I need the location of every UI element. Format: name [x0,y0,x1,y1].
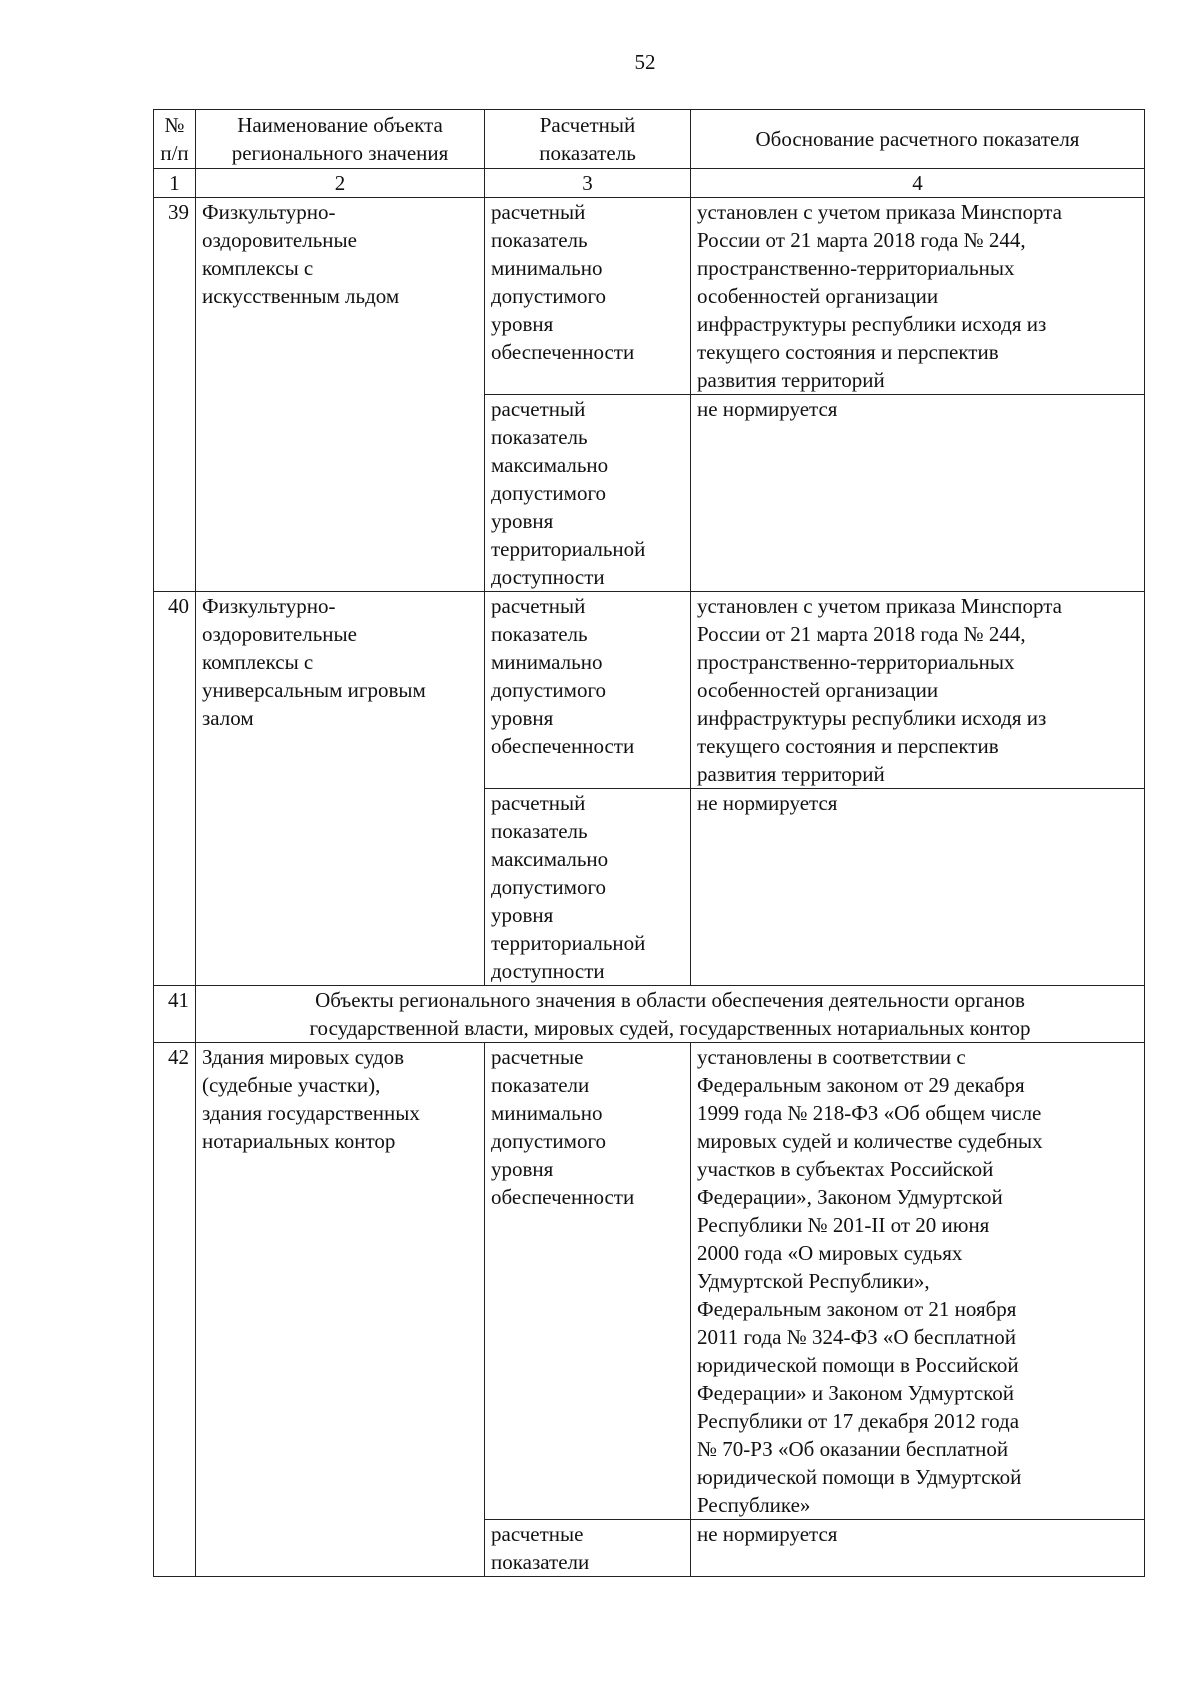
indicator-cell [485,789,691,986]
cell-text-line: допустимого [491,481,607,505]
cell-text-line: Федерации», Законом Удмуртской [697,1185,1003,1209]
cell-text-line: допустимого [491,284,607,308]
cell-text-line: Физкультурно- [202,200,336,224]
cell-text-line: инфраструктуры республики исходя из [697,706,1047,730]
cell-text-line: территориальной [491,537,646,561]
table-row [154,592,1145,789]
cell-text-line: юридической помощи в Российской [697,1353,1019,1377]
cell-text-line: универсальным игровым [202,678,426,702]
cell-text-line: 2011 года № 324-ФЗ «О бесплатной [697,1325,1016,1349]
cell-text-line: 2000 года «О мировых судьях [697,1241,963,1265]
cell-text-line: обеспеченности [491,340,635,364]
cell-text-line: показатели [491,1550,590,1574]
section-row [154,986,1145,1043]
object-name-cell [196,198,485,592]
cell-text-line: уровня [491,312,554,336]
cell-text-line: Физкультурно- [202,594,336,618]
cell-text-line: доступности [491,565,605,589]
justification-cell [691,395,1145,592]
header-indicator: Расчетный показатель [485,110,691,169]
cell-text-line: территориальной [491,931,646,955]
column-number: 4 [691,169,1145,198]
cell-text-line: комплексы с [202,256,314,280]
cell-text-line: не нормируется [697,1522,838,1546]
cell-text-line: минимально [491,650,603,674]
cell-text-line: комплексы с [202,650,314,674]
cell-text-line: расчетные [491,1045,584,1069]
header-object-name: Наименование объекта регионального значения [196,110,485,169]
cell-text-line: Здания мировых судов [202,1045,405,1069]
cell-text-line: особенностей организации [697,284,939,308]
cell-text-line: не нормируется [697,791,838,815]
row-number: 42 [154,1043,196,1577]
cell-text-line: пространственно-территориальных [697,650,1015,674]
table-header-row [154,110,1145,169]
indicator-cell [485,198,691,395]
header-justification: Обоснование расчетного показателя [691,110,1145,169]
cell-text-line: обеспеченности [491,734,635,758]
cell-text-line: уровня [491,1157,554,1181]
cell-text-line: искусственным льдом [202,284,400,308]
cell-text-line: расчетный [491,397,586,421]
cell-text-line: установлены в соответствии с [697,1045,966,1069]
cell-text-line: текущего состояния и перспектив [697,340,999,364]
cell-text-line: минимально [491,256,603,280]
cell-text-line: Республики № 201-II от 20 июня [697,1213,990,1237]
indicator-cell [485,1520,691,1577]
cell-text-line: максимально [491,847,609,871]
row-number: 39 [154,198,196,592]
indicator-cell [485,1043,691,1520]
cell-text-line: Федеральным законом от 29 декабря [697,1073,1025,1097]
cell-text-line: показатель [491,819,588,843]
cell-text-line: расчетный [491,200,586,224]
column-number: 1 [154,169,196,198]
cell-text-line: России от 21 марта 2018 года № 244, [697,228,1026,252]
cell-text-line: инфраструктуры республики исходя из [697,312,1047,336]
cell-text-line: оздоровительные [202,228,357,252]
justification-cell [691,198,1145,395]
cell-text-line: залом [202,706,254,730]
cell-text-line: максимально [491,453,609,477]
cell-text-line: 1999 года № 218-ФЗ «Об общем числе [697,1101,1042,1125]
page-number: 52 [634,50,656,74]
cell-text-line: показатель [491,425,588,449]
section-title [196,986,1145,1043]
cell-text-line: установлен с учетом приказа Минспорта [697,200,1062,224]
row-number: 41 [154,986,196,1043]
cell-text-line: (судебные участки), [202,1073,381,1097]
cell-text-line: уровня [491,903,554,927]
cell-text-line: пространственно-территориальных [697,256,1015,280]
cell-text-line: развития территорий [697,368,885,392]
cell-text-line: обеспеченности [491,1185,635,1209]
cell-text-line: участков в субъектах Российской [697,1157,994,1181]
cell-text-line: юридической помощи в Удмуртской [697,1465,1022,1489]
cell-text-line: мировых судей и количестве судебных [697,1129,1043,1153]
cell-text-line: уровня [491,706,554,730]
cell-text-line: допустимого [491,1129,607,1153]
regional-objects-table [153,109,1145,1577]
object-name-cell [196,592,485,986]
cell-text-line: доступности [491,959,605,983]
cell-text-line: показатели [491,1073,590,1097]
cell-text-line: государственной власти, мировых судей, государственных нотариальных контор [309,1016,1031,1040]
cell-text-line: развития территорий [697,762,885,786]
cell-text-line: Республики от 17 декабря 2012 года [697,1409,1020,1433]
cell-text-line: текущего состояния и перспектив [697,734,999,758]
cell-text-line: расчетный [491,791,586,815]
cell-text-line: Федерации» и Законом Удмуртской [697,1381,1015,1405]
table-row [154,198,1145,395]
cell-text-line: допустимого [491,678,607,702]
cell-text-line: допустимого [491,875,607,899]
justification-cell [691,1043,1145,1520]
cell-text-line: России от 21 марта 2018 года № 244, [697,622,1026,646]
cell-text-line: нотариальных контор [202,1129,396,1153]
cell-text-line: особенностей организации [697,678,939,702]
row-number: 40 [154,592,196,986]
cell-text-line: минимально [491,1101,603,1125]
cell-text-line: показатель [491,228,588,252]
cell-text-line: показатель [491,622,588,646]
indicator-cell [485,395,691,592]
cell-text-line: оздоровительные [202,622,357,646]
cell-text-line: Удмуртской Республики», [697,1269,930,1293]
justification-cell [691,1520,1145,1577]
cell-text-line: установлен с учетом приказа Минспорта [697,594,1062,618]
column-number: 3 [485,169,691,198]
cell-text-line: здания государственных [202,1101,420,1125]
cell-text-line: Объекты регионального значения в области обеспечения деятельности органов [315,988,1025,1012]
column-number: 2 [196,169,485,198]
cell-text-line: № 70-РЗ «Об оказании бесплатной [697,1437,1009,1461]
justification-cell [691,789,1145,986]
object-name-cell [196,1043,485,1577]
cell-text-line: не нормируется [697,397,838,421]
header-number: № п/п [154,110,196,169]
cell-text-line: Федеральным законом от 21 ноября [697,1297,1017,1321]
indicator-cell [485,592,691,789]
justification-cell [691,592,1145,789]
cell-text-line: расчетный [491,594,586,618]
column-number-row [154,169,1145,198]
cell-text-line: расчетные [491,1522,584,1546]
cell-text-line: Республике» [697,1493,811,1517]
table-row [154,1043,1145,1520]
cell-text-line: уровня [491,509,554,533]
